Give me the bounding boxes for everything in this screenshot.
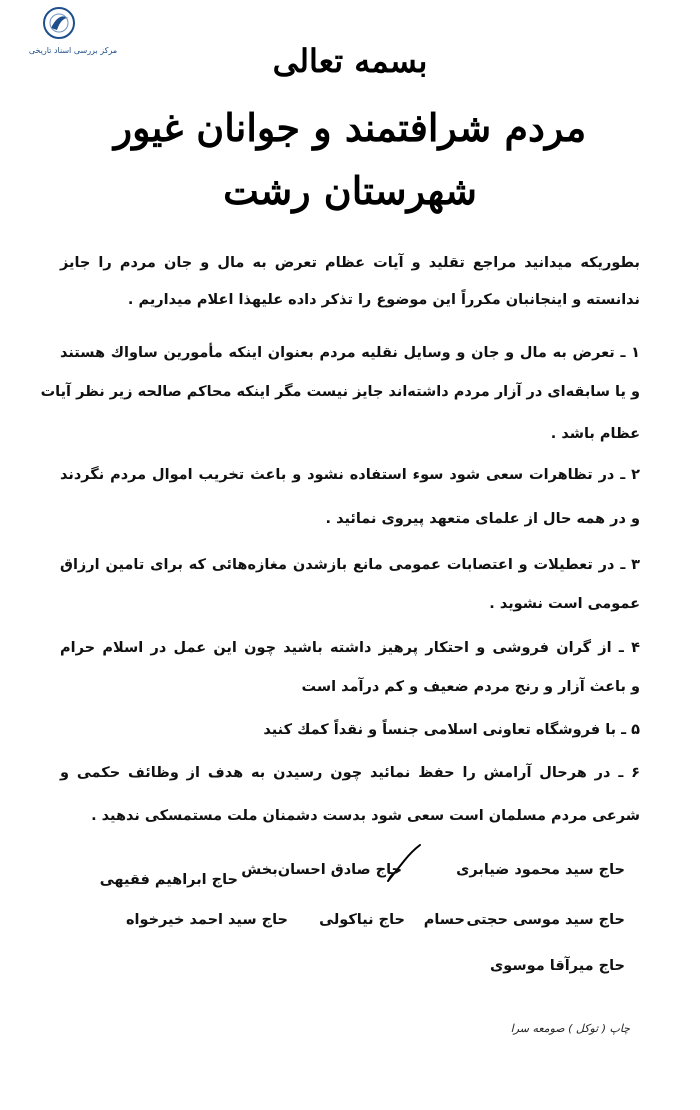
signatory-name: حاج صادق احسان‌بخش	[241, 862, 402, 878]
item-line: ۴ ـ از گران فروشی و احتکار پرهیز داشته باشید چون این عمل در اسلام حرام	[60, 640, 640, 656]
item-line: ۲ ـ در تظاهرات سعی شود سوء استفاده نشود و باعث تخریب اموال مردم نگردند	[60, 467, 640, 483]
signatory-name: حاج سید موسی حجتی	[466, 912, 625, 928]
item-line: ۵ ـ با فروشگاه تعاونی اسلامی جنساً و نقداً کمك کنید	[263, 722, 640, 738]
item-line: شرعی مردم مسلمان است سعی شود بدست دشمنان ملت مستمسکی ندهید .	[91, 808, 640, 824]
signatory-name: حسام	[423, 912, 465, 928]
signatory-name: حاج نیاکولی	[319, 912, 405, 928]
item-line: ۱ ـ تعرض به مال و جان و وسایل نقلیه مردم بعنوان اینکه مأمورین ساواك هستند	[60, 345, 640, 361]
intro-line: ندانسته و اینجانبان مکرراً این موضوع را تذکر داده علیهذا اعلام میداریم .	[127, 292, 640, 308]
signatory-name: حاج ابراهیم فقیهی	[99, 872, 238, 888]
item-line: ۳ ـ در تعطیلات و اعتصابات عمومی مانع بازشدن مغازه‌هائی که برای تامین ارزاق	[60, 557, 640, 573]
archive-logo-icon	[42, 6, 76, 40]
signatory-name: حاج میرآقا موسوی	[490, 958, 625, 974]
intro-line: بطوریکه میدانید مراجع تقلید و آیات عظام تعرض به مال و جان مردم را جایز	[60, 255, 640, 271]
signatory-name: حاج سید احمد خیرخواه	[125, 912, 288, 928]
item-line: ۶ ـ در هرحال آرامش را حفظ نمائید چون رسیدن به هدف از وظائف حکمی و	[60, 765, 640, 781]
item-line: و یا سابقه‌ای در آزار مردم داشته‌اند جایز نیست مگر اینکه محاکم صالحه زیر نظر آیات	[40, 384, 640, 400]
signatory-name: حاج سید محمود ضیابری	[456, 862, 625, 878]
heading-city: شهرستان رشت	[223, 168, 477, 213]
heading-invocation: بسمه تعالی	[272, 42, 428, 80]
item-line: و باعث آزار و رنج مردم ضعیف و کم درآمد است	[301, 679, 640, 695]
item-line: و در همه حال از علمای متعهد پیروی نمائید .	[325, 511, 640, 527]
printer-credit: چاپ ( توکل ) صومعه سرا	[510, 1022, 630, 1035]
item-line: عمومی است نشوید .	[489, 596, 640, 612]
heading-addressee: مردم شرافتمند و جوانان غیور	[113, 105, 587, 150]
item-line: عظام باشد .	[550, 426, 640, 442]
archive-logo-text: مرکز بررسی اسناد تاریخی	[28, 46, 118, 55]
